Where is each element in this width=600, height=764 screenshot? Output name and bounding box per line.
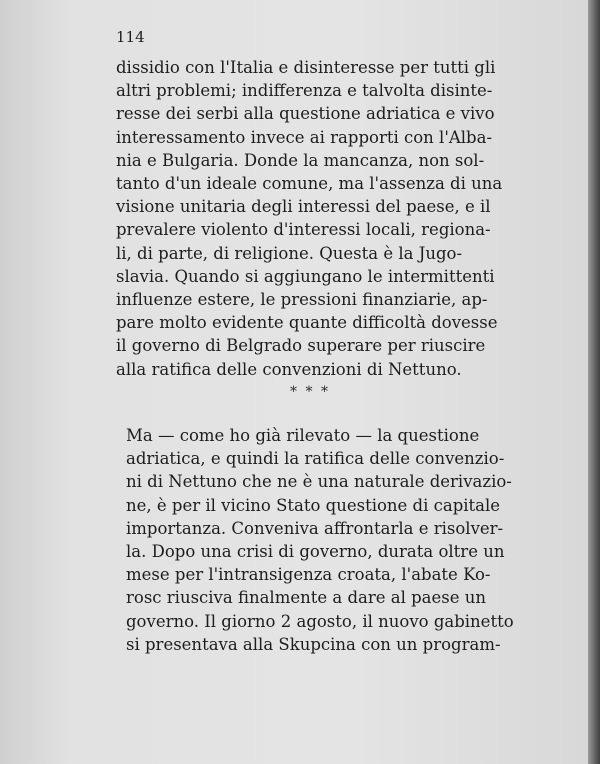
text-line: pare molto evidente quante difficoltà dovesse bbox=[116, 313, 498, 333]
text-line: resse dei serbi alla questione adriatica e vivo bbox=[116, 104, 495, 124]
book-gutter-shadow bbox=[588, 0, 600, 764]
text-line: adriatica, e quindi la ratifica delle convenzio- bbox=[126, 449, 505, 469]
page-number: 114 bbox=[116, 28, 145, 46]
text-line: mese per l'intransigenza croata, l'abate Ko- bbox=[126, 565, 491, 585]
text-line: tanto d'un ideale comune, ma l'assenza di una bbox=[116, 174, 503, 194]
text-line: influenze estere, le pressioni finanziarie, ap- bbox=[116, 290, 488, 310]
text-line: altri problemi; indifferenza e talvolta disinte- bbox=[116, 81, 493, 101]
text-line: governo. Il giorno 2 agosto, il nuovo gabinetto bbox=[126, 611, 514, 631]
text-line: si presentava alla Skupcina con un program- bbox=[126, 634, 501, 654]
text-line: Ma — come ho già rilevato — la questione bbox=[126, 426, 480, 445]
text-line: li, di parte, di religione. Questa è la Jugo- bbox=[116, 243, 463, 263]
text-line: ni di Nettuno che ne è una naturale derivazio- bbox=[126, 472, 512, 492]
paragraph-1 bbox=[116, 56, 502, 381]
section-separator: * * * bbox=[290, 384, 330, 400]
text-line: alla ratifica delle convenzioni di Nettuno. bbox=[116, 359, 462, 379]
text-line: la. Dopo una crisi di governo, durata oltre un bbox=[126, 542, 505, 562]
text-line: slavia. Quando si aggiungano le intermittenti bbox=[116, 266, 495, 286]
text-line: rosc riusciva finalmente a dare al paese un bbox=[126, 588, 487, 608]
text-line: importanza. Conveniva affrontarla e risolver- bbox=[126, 518, 504, 538]
text-line: prevalere violento d'interessi locali, regiona- bbox=[116, 220, 491, 240]
text-line: interessamento invece ai rapporti con l'Alba- bbox=[116, 127, 493, 147]
text-line: nia e Bulgaria. Donde la mancanza, non sol- bbox=[116, 150, 485, 170]
text-line: dissidio con l'Italia e disinteresse per tutti gli bbox=[116, 58, 496, 77]
paragraph-2 bbox=[126, 424, 514, 656]
text-line: il governo di Belgrado superare per riuscire bbox=[116, 336, 486, 356]
text-line: ne, è per il vicino Stato questione di capitale bbox=[126, 495, 501, 515]
text-line: visione unitaria degli interessi del paese, e il bbox=[116, 197, 491, 217]
